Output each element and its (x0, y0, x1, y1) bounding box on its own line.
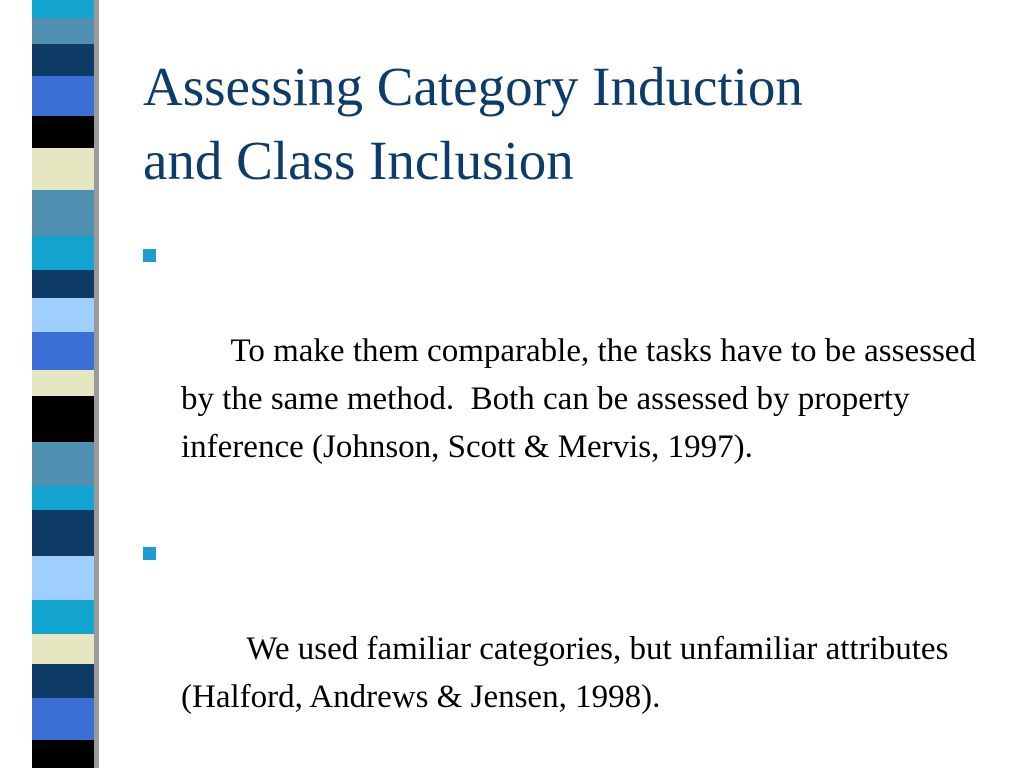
bullet-text: To make them comparable, the tasks have to be assessed by the same method. Both can be assessed by property inference (Johnson, Scott & Mervis, 1997). (181, 333, 985, 465)
stripe-band (32, 510, 94, 556)
title-line-1: Assessing Category Induction (143, 56, 803, 117)
square-bullet-icon (143, 249, 156, 262)
stripe-band (32, 396, 94, 442)
square-bullet-icon (143, 547, 156, 560)
stripe-band (32, 634, 94, 664)
stripe-band (32, 190, 94, 236)
stripe-band (32, 76, 94, 116)
stripe-band (32, 698, 94, 740)
stripe-band (32, 0, 94, 18)
bullet-item (143, 529, 983, 768)
stripe-band (32, 44, 94, 76)
stripe-band (32, 370, 94, 396)
stripe-band (32, 740, 94, 768)
bullet-list (143, 231, 983, 768)
stripe-band (32, 116, 94, 148)
stripe-band (32, 664, 94, 698)
stripe-band (32, 18, 94, 44)
stripe-band (32, 442, 94, 486)
stripe-band (32, 148, 94, 190)
stripe-band (32, 236, 94, 270)
stripe-band (32, 332, 94, 370)
bullet-item (143, 231, 983, 519)
title-line-2: and Class Inclusion (143, 130, 574, 191)
slide-title (143, 50, 1003, 198)
stripe-band (32, 270, 94, 298)
stripe-band (32, 486, 94, 510)
stripe-band (32, 298, 94, 332)
bullet-text: We used familiar categories, but unfamiliar attributes (Halford, Andrews & Jensen, 1998). (181, 631, 957, 715)
stripe-band (32, 556, 94, 600)
stripe-band (32, 600, 94, 634)
decorative-stripe-bar (32, 0, 94, 768)
